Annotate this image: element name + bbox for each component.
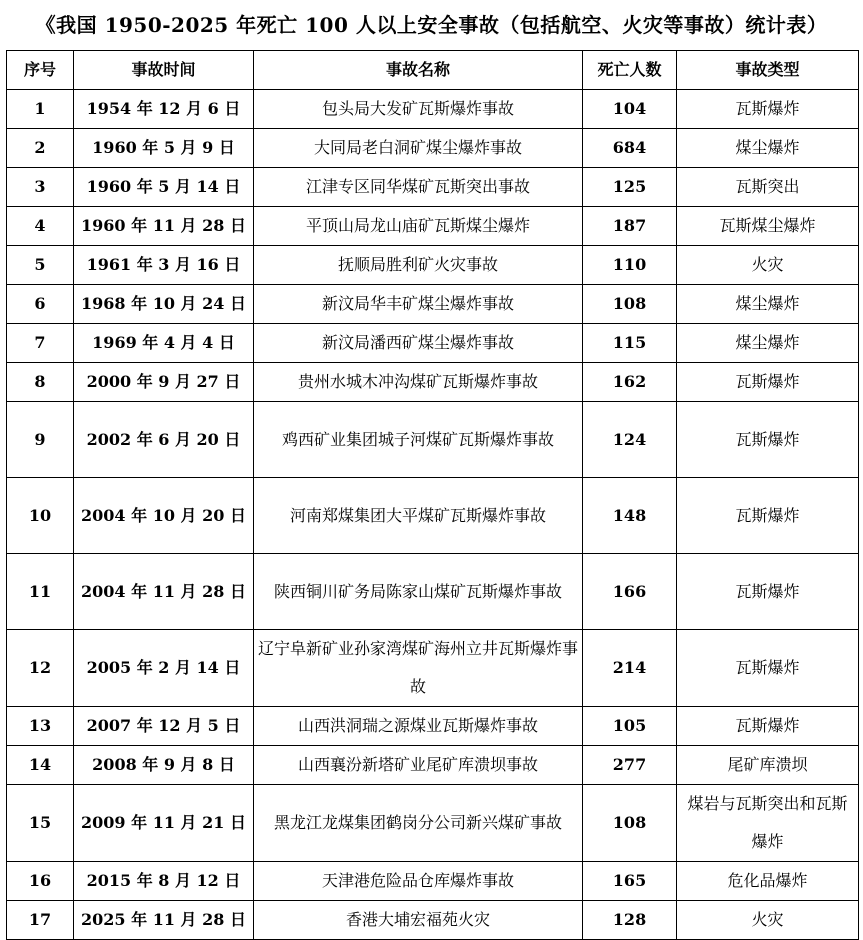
row-deaths-cell: 128	[583, 901, 677, 940]
row-deaths-cell: 684	[583, 129, 677, 168]
row-type-cell: 尾矿库溃坝	[677, 746, 859, 785]
row-type-cell: 瓦斯爆炸	[677, 478, 859, 554]
row-deaths-cell: 187	[583, 207, 677, 246]
row-deaths-cell: 108	[583, 785, 677, 862]
table-row	[7, 707, 859, 746]
row-type-cell: 瓦斯爆炸	[677, 402, 859, 478]
row-name-cell: 平顶山局龙山庙矿瓦斯煤尘爆炸	[254, 207, 583, 246]
row-index-cell: 5	[7, 246, 74, 285]
row-deaths-cell: 214	[583, 630, 677, 707]
row-date-cell: 2007 年 12 月 5 日	[74, 707, 254, 746]
table-row	[7, 901, 859, 940]
row-name-cell: 大同局老白洞矿煤尘爆炸事故	[254, 129, 583, 168]
row-type-cell: 瓦斯爆炸	[677, 707, 859, 746]
row-date-cell: 1960 年 11 月 28 日	[74, 207, 254, 246]
header-date: 事故时间	[74, 51, 254, 90]
table-row	[7, 630, 859, 707]
row-date-cell: 2008 年 9 月 8 日	[74, 746, 254, 785]
row-date-cell: 1960 年 5 月 9 日	[74, 129, 254, 168]
row-deaths-cell: 166	[583, 554, 677, 630]
table-row	[7, 363, 859, 402]
accident-statistics-table	[6, 50, 859, 940]
table-row	[7, 478, 859, 554]
row-date-cell: 2025 年 11 月 28 日	[74, 901, 254, 940]
row-index-cell: 3	[7, 168, 74, 207]
row-index-cell: 10	[7, 478, 74, 554]
table-row	[7, 862, 859, 901]
row-date-cell: 1968 年 10 月 24 日	[74, 285, 254, 324]
table-row	[7, 168, 859, 207]
row-index-cell: 8	[7, 363, 74, 402]
row-deaths-cell: 277	[583, 746, 677, 785]
row-deaths-cell: 104	[583, 90, 677, 129]
table-row	[7, 785, 859, 862]
table-body	[7, 90, 859, 940]
table-row	[7, 285, 859, 324]
row-index-cell: 2	[7, 129, 74, 168]
row-name-cell: 鸡西矿业集团城子河煤矿瓦斯爆炸事故	[254, 402, 583, 478]
row-name-cell: 新汶局潘西矿煤尘爆炸事故	[254, 324, 583, 363]
row-date-cell: 2009 年 11 月 21 日	[74, 785, 254, 862]
row-type-cell: 危化品爆炸	[677, 862, 859, 901]
row-type-cell: 瓦斯煤尘爆炸	[677, 207, 859, 246]
row-name-cell: 香港大埔宏福苑火灾	[254, 901, 583, 940]
row-deaths-cell: 162	[583, 363, 677, 402]
row-type-cell: 火灾	[677, 246, 859, 285]
row-type-cell: 瓦斯爆炸	[677, 554, 859, 630]
header-type: 事故类型	[677, 51, 859, 90]
row-type-cell: 瓦斯突出	[677, 168, 859, 207]
row-date-cell: 2002 年 6 月 20 日	[74, 402, 254, 478]
row-index-cell: 9	[7, 402, 74, 478]
row-date-cell: 2004 年 10 月 20 日	[74, 478, 254, 554]
row-type-cell: 瓦斯爆炸	[677, 630, 859, 707]
row-date-cell: 1969 年 4 月 4 日	[74, 324, 254, 363]
row-index-cell: 17	[7, 901, 74, 940]
row-index-cell: 1	[7, 90, 74, 129]
row-type-cell: 煤尘爆炸	[677, 285, 859, 324]
row-date-cell: 1960 年 5 月 14 日	[74, 168, 254, 207]
row-name-cell: 新汶局华丰矿煤尘爆炸事故	[254, 285, 583, 324]
row-type-cell: 火灾	[677, 901, 859, 940]
table-row	[7, 554, 859, 630]
row-deaths-cell: 125	[583, 168, 677, 207]
row-index-cell: 13	[7, 707, 74, 746]
row-name-cell: 山西襄汾新塔矿业尾矿库溃坝事故	[254, 746, 583, 785]
row-index-cell: 11	[7, 554, 74, 630]
table-row	[7, 746, 859, 785]
row-index-cell: 15	[7, 785, 74, 862]
row-index-cell: 12	[7, 630, 74, 707]
table-row	[7, 246, 859, 285]
row-date-cell: 1961 年 3 月 16 日	[74, 246, 254, 285]
row-type-cell: 煤尘爆炸	[677, 324, 859, 363]
table-row	[7, 207, 859, 246]
page-title: 《我国 1950-2025 年死亡 100 人以上安全事故（包括航空、火灾等事故）统计表）	[35, 13, 828, 37]
row-name-cell: 包头局大发矿瓦斯爆炸事故	[254, 90, 583, 129]
row-name-cell: 黑龙江龙煤集团鹤岗分公司新兴煤矿事故	[254, 785, 583, 862]
row-date-cell: 2000 年 9 月 27 日	[74, 363, 254, 402]
row-deaths-cell: 148	[583, 478, 677, 554]
row-date-cell: 2005 年 2 月 14 日	[74, 630, 254, 707]
row-deaths-cell: 105	[583, 707, 677, 746]
row-name-cell: 陕西铜川矿务局陈家山煤矿瓦斯爆炸事故	[254, 554, 583, 630]
table-row	[7, 324, 859, 363]
row-name-cell: 抚顺局胜利矿火灾事故	[254, 246, 583, 285]
row-deaths-cell: 115	[583, 324, 677, 363]
row-type-cell: 煤岩与瓦斯突出和瓦斯爆炸	[677, 785, 859, 862]
row-index-cell: 4	[7, 207, 74, 246]
row-type-cell: 瓦斯爆炸	[677, 90, 859, 129]
row-index-cell: 7	[7, 324, 74, 363]
row-date-cell: 1954 年 12 月 6 日	[74, 90, 254, 129]
header-deaths: 死亡人数	[583, 51, 677, 90]
row-type-cell: 瓦斯爆炸	[677, 363, 859, 402]
row-name-cell: 河南郑煤集团大平煤矿瓦斯爆炸事故	[254, 478, 583, 554]
header-index: 序号	[7, 51, 74, 90]
row-index-cell: 14	[7, 746, 74, 785]
row-name-cell: 贵州水城木冲沟煤矿瓦斯爆炸事故	[254, 363, 583, 402]
row-name-cell: 江津专区同华煤矿瓦斯突出事故	[254, 168, 583, 207]
row-deaths-cell: 124	[583, 402, 677, 478]
row-index-cell: 6	[7, 285, 74, 324]
row-deaths-cell: 110	[583, 246, 677, 285]
table-row	[7, 90, 859, 129]
row-type-cell: 煤尘爆炸	[677, 129, 859, 168]
row-name-cell: 山西洪洞瑞之源煤业瓦斯爆炸事故	[254, 707, 583, 746]
header-name: 事故名称	[254, 51, 583, 90]
table-row	[7, 402, 859, 478]
row-date-cell: 2004 年 11 月 28 日	[74, 554, 254, 630]
row-deaths-cell: 165	[583, 862, 677, 901]
row-date-cell: 2015 年 8 月 12 日	[74, 862, 254, 901]
row-index-cell: 16	[7, 862, 74, 901]
row-name-cell: 辽宁阜新矿业孙家湾煤矿海州立井瓦斯爆炸事故	[254, 630, 583, 707]
row-name-cell: 天津港危险品仓库爆炸事故	[254, 862, 583, 901]
table-header-row	[7, 51, 859, 90]
row-deaths-cell: 108	[583, 285, 677, 324]
table-row	[7, 129, 859, 168]
